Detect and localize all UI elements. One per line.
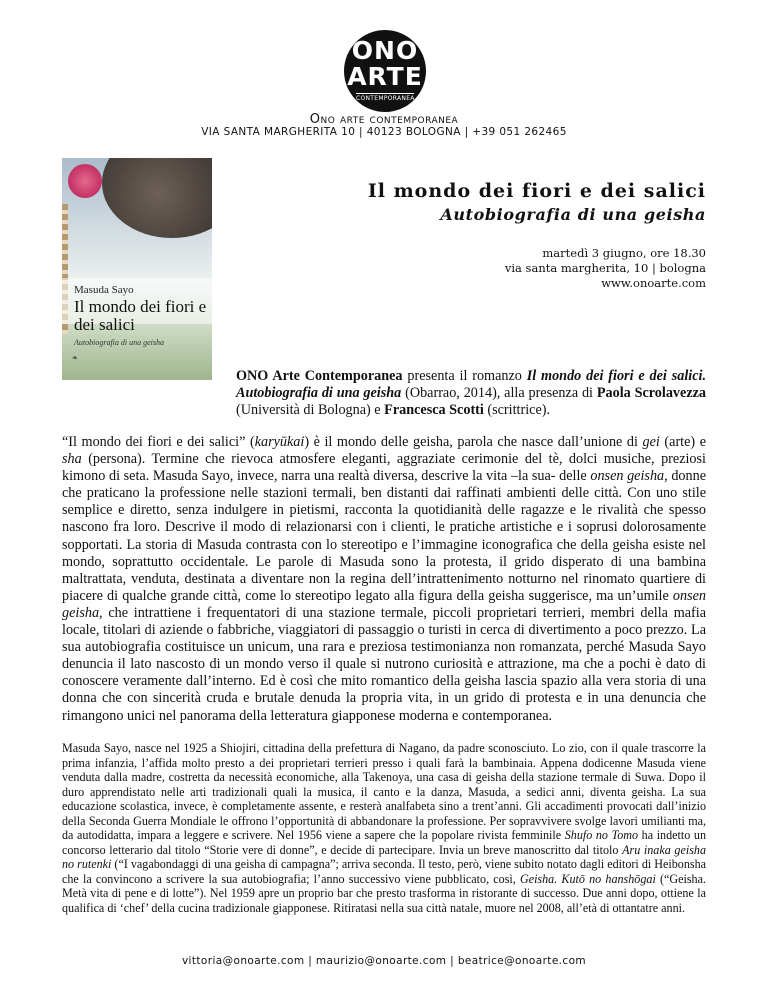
gallery-logo <box>344 30 426 112</box>
text: , che intrattiene i frequentatori di una stazione termale, piccoli proprietari terrieri, membri della mafia locale, titolari di aziende o fabbriche, viaggiatori di passaggio o turisti in cerca di divertimento a poco prezzo. La sua autobiografia costituisce un unicum, una rara e preziosa testimonianza non romanzata, perché Masuda Sayo denuncia il lato nascosto di un mondo verso il quale si nutrono curiosità e attrazione, ma che a pochi è dato di conoscere veramente dall’interno. Ed è così che mito romantico della geisha lascia spazio alla vera storia di una donna che con sincerità cruda e brutale denuda la propria vita, in un grido di protesta e in una denuncia che rimangono unici nel panorama della letteratura giapponese moderna e contemporanea. <box>62 604 706 724</box>
intro-text: (scrittrice). <box>483 402 551 418</box>
description-paragraph <box>62 434 706 725</box>
text: (arte) e <box>659 434 706 450</box>
event-subtitle: Autobiografia di una geisha <box>440 205 706 224</box>
book-cover-image <box>62 158 212 380</box>
term: onsen geisha <box>590 468 665 485</box>
gallery-address: VIA SANTA MARGHERITA 10 | 40123 BOLOGNA | +39 051 262465 <box>201 126 567 138</box>
text: ha indetto un concorso letterario dal titolo “Storie vere di donne”, e decide di partecipare. Invia un breve manoscritto dal titolo <box>62 828 706 857</box>
manuscript-title: Aru inaka geisha no rutenki <box>62 842 707 871</box>
event-website: www.onoarte.com <box>601 276 706 290</box>
cover-author: Masuda Sayo <box>74 284 134 296</box>
event-place: via santa margherita, 10 | bologna <box>504 261 706 275</box>
book-title: Geisha. Kutō no hanshōgai <box>519 871 656 886</box>
event-title: Il mondo dei fiori e dei salici <box>367 180 706 202</box>
logo-line-ono: ONO <box>351 36 419 65</box>
intro-text: presenta il romanzo <box>402 368 527 384</box>
cover-subtitle: Autobiografia di una geisha <box>74 338 164 347</box>
cover-title: Il mondo dei fiori e dei salici <box>74 297 207 334</box>
contact-emails: vittoria@onoarte.com | maurizio@onoarte.com | beatrice@onoarte.com <box>181 955 587 967</box>
intro-book-title: Il mondo dei fiori e dei salici. Autobiografia di una geisha <box>236 368 706 401</box>
intro-paragraph <box>236 368 706 419</box>
term: karyūkai <box>254 434 305 450</box>
biography-paragraph <box>62 741 706 915</box>
text: “Il mondo dei fiori e dei salici” ( <box>62 434 255 450</box>
term: gei <box>642 434 660 450</box>
term: sha <box>62 451 82 468</box>
text: (“I vagabondaggi di una geisha di campagna”; arriva seconda. Il testo, però, viene subito notato dagli editori di Heibonsha che la convincono a scrivere la sua autobiografia; l’anno successivo viene pubblicato, così, <box>62 857 706 886</box>
text: (“Geisha. Metà vita di pene e di lotte”). Nel 1959 apre un proprio bar che presto trasforma in ristorante di successo. Due anni dopo, ottiene la qualifica di ‘chef’ della cucina tradizionale giapponese. Ritiratasi nella sua città natale, muore nel 2008, all’età di ottantatre anni. <box>62 871 706 915</box>
gallery-name: Ono arte contemporanea <box>309 112 459 127</box>
intro-text: (Università di Bologna) e <box>236 402 385 418</box>
event-info <box>505 246 706 291</box>
publisher-logo-icon: ❧ <box>72 354 78 362</box>
logo-line-arte: ARTE <box>347 62 423 91</box>
text: ) è il mondo delle geisha, parola che nasce dall’unione di <box>304 434 643 450</box>
intro-guest-1: Paola Scrolavezza <box>596 385 707 401</box>
event-date: martedì 3 giugno, ore 18.30 <box>542 246 706 260</box>
intro-guest-2: Francesca Scotti <box>384 402 484 418</box>
magazine-title: Shufo no Tomo <box>564 828 639 842</box>
text: (persona). Termine che rievoca atmosfere eleganti, aggraziate cerimonie del tè, dolci musiche, preziosi kimono di seta. Masuda Sayo, invece, narra una realtà diversa, descrive la vita –la sua- delle <box>62 451 706 485</box>
logo-line-contemporanea: CONTEMPORANEA <box>356 95 415 102</box>
umbrella-illustration <box>102 158 212 238</box>
intro-text: (Obarrao, 2014), alla presenza di <box>401 385 597 401</box>
intro-gallery: ONO Arte Contemporanea <box>236 368 403 384</box>
pink-flower-illustration <box>68 164 102 198</box>
term: onsen geisha <box>62 587 706 621</box>
text: Masuda Sayo, nasce nel 1925 a Shiojiri, cittadina della prefettura di Nagano, da padre sconosciuto. Lo zio, con il quale trascorre la prima infanzia, l’affida molto presto a dei proprietari terrieri presso i quali farà la bambinaia. Appena dodicenne Masuda viene venduta dalla madre, costretta da necessità economiche, alla Takenoya, una casa di geisha della stazione termale di Suwa. Dopo il duro apprendistato nelle arti tradizionali quali la musica, il canto e la danza, Masuda, a sedici anni, diventa geisha. La sua educazione scolastica, invece, è completamente assente, e resterà analfabeta sino a trent’anni. Gli accadimenti provocati dall’inizio della Seconda Guerra Mondiale le offrono l’opportunità di abbandonare la professione. Per sopravvivere svolge lavori umilianti ma, da autodidatta, impara a leggere e scrivere. Nel 1956 viene a sapere che la popolare rivista femminile <box>62 741 706 842</box>
text: , donne che praticano la professione nelle stazioni termali, ben distanti dai raffinati ambienti delle città. Con uno stile semplice e diretto, senza indulgere in pietismi, racconta la quotidianità delle ragazze e le rivalità che spesso nascono fra loro. Descrive il modo di relazionarsi con i clienti, le pratiche artistiche e i soprusi dolorosamente sopportati. La storia di Masuda contrasta con lo stereotipo e l’immagine iconografica che della geisha esiste nel mondo, soprattutto occidentale. Le parole di Masuda sono la protesta, il grido disperato di una bambina maltrattata, venduta, destinata a diventare non la regina dell’intrattenimento notturno nel rinomato quartiere di piacere di qualche grande città, come lo stereotipo legato alla figura della geisha suggerisce, ma un’umile <box>62 468 706 604</box>
